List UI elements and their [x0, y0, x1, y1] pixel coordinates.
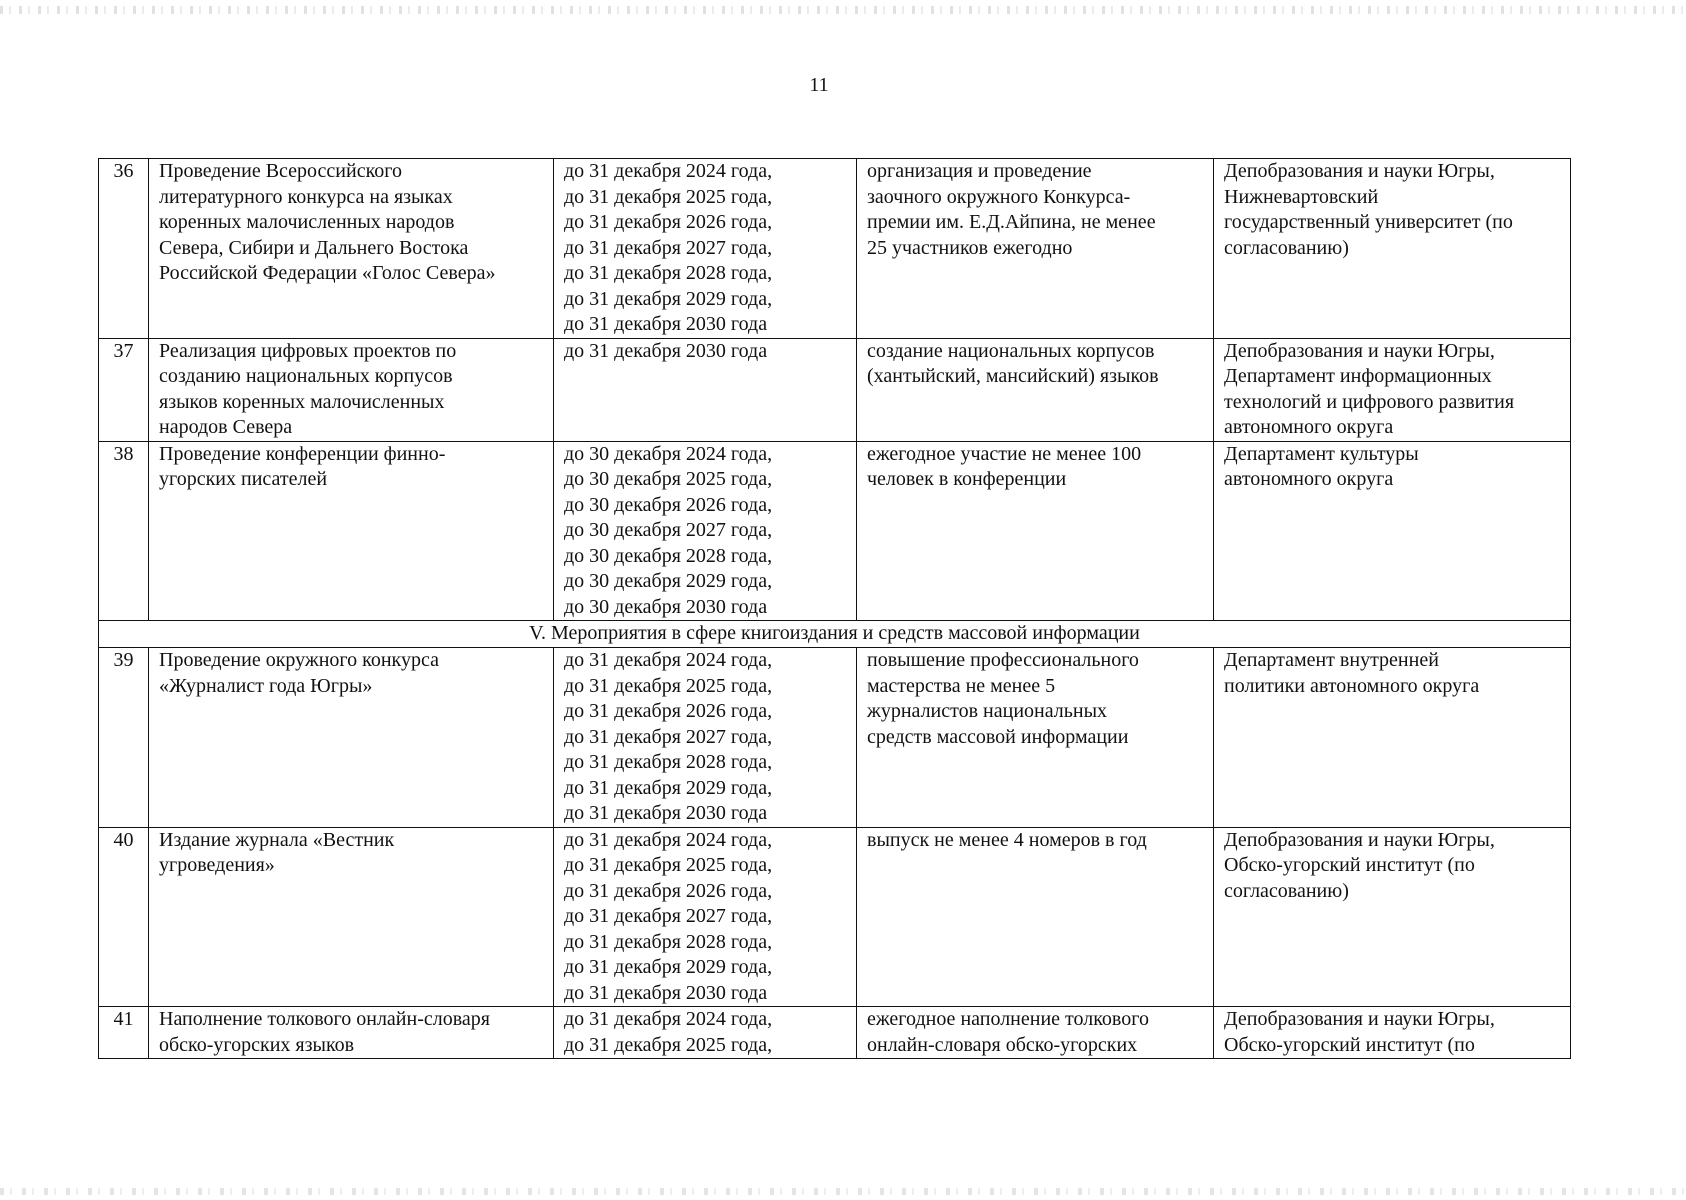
scan-edge-bottom: [0, 1188, 1686, 1195]
row-number: 41: [99, 1007, 149, 1059]
result-cell: выпуск не менее 4 номеров в год: [857, 827, 1214, 1007]
section-row: [99, 621, 1571, 648]
deadline-cell: до 31 декабря 2024 года, до 31 декабря 2025 года, до 31 декабря 2026 года, до 31 декабря 2027 года, до 31 декабря 2028 года, до 31 декабря 2029 года, до 31 декабря 2030 года: [554, 648, 857, 828]
responsible-cell: Депобразования и науки Югры, Нижневартовский государственный университет (по согласованию): [1214, 159, 1571, 339]
responsible-cell: Депобразования и науки Югры, Департамент информационных технологий и цифрового развития автономного округа: [1214, 338, 1571, 441]
event-cell: Проведение конференции финно- угорских писателей: [149, 441, 554, 621]
event-cell: Проведение окружного конкурса «Журналист года Югры»: [149, 648, 554, 828]
table-row: [99, 441, 1571, 621]
deadline-cell: до 31 декабря 2024 года, до 31 декабря 2025 года, до 31 декабря 2026 года, до 31 декабря 2027 года, до 31 декабря 2028 года, до 31 декабря 2029 года, до 31 декабря 2030 года: [554, 827, 857, 1007]
deadline-cell: до 31 декабря 2030 года: [554, 338, 857, 441]
row-number: 36: [99, 159, 149, 339]
table-row: [99, 827, 1571, 1007]
row-number: 39: [99, 648, 149, 828]
page-number: 11: [809, 74, 829, 96]
deadline-cell: до 30 декабря 2024 года, до 30 декабря 2025 года, до 30 декабря 2026 года, до 30 декабря 2027 года, до 30 декабря 2028 года, до 30 декабря 2029 года, до 30 декабря 2030 года: [554, 441, 857, 621]
scan-edge-top: [0, 6, 1686, 14]
event-cell: Наполнение толкового онлайн-словаря обско-угорских языков: [149, 1007, 554, 1059]
table-row: [99, 1007, 1571, 1059]
result-cell: повышение профессионального мастерства не менее 5 журналистов национальных средств массовой информации: [857, 648, 1214, 828]
responsible-cell: Депобразования и науки Югры, Обско-угорский институт (по: [1214, 1007, 1571, 1059]
result-cell: создание национальных корпусов (хантыйский, мансийский) языков: [857, 338, 1214, 441]
event-cell: Издание журнала «Вестник угроведения»: [149, 827, 554, 1007]
table-row: [99, 159, 1571, 339]
deadline-cell: до 31 декабря 2024 года, до 31 декабря 2025 года, до 31 декабря 2026 года, до 31 декабря 2027 года, до 31 декабря 2028 года, до 31 декабря 2029 года, до 31 декабря 2030 года: [554, 159, 857, 339]
section-heading: V. Мероприятия в сфере книгоиздания и средств массовой информации: [99, 621, 1571, 648]
row-number: 37: [99, 338, 149, 441]
event-cell: Проведение Всероссийского литературного конкурса на языках коренных малочисленных народов Севера, Сибири и Дальнего Востока Российской Федерации «Голос Севера»: [149, 159, 554, 339]
row-number: 40: [99, 827, 149, 1007]
plan-table: [98, 158, 1571, 1059]
deadline-cell: до 31 декабря 2024 года, до 31 декабря 2025 года,: [554, 1007, 857, 1059]
responsible-cell: Департамент культуры автономного округа: [1214, 441, 1571, 621]
table-row: [99, 338, 1571, 441]
result-cell: ежегодное участие не менее 100 человек в конференции: [857, 441, 1214, 621]
result-cell: организация и проведение заочного окружного Конкурса- премии им. Е.Д.Айпина, не менее 25 участников ежегодно: [857, 159, 1214, 339]
event-cell: Реализация цифровых проектов по созданию национальных корпусов языков коренных малочисленных народов Севера: [149, 338, 554, 441]
responsible-cell: Депобразования и науки Югры, Обско-угорский институт (по согласованию): [1214, 827, 1571, 1007]
table-row: [99, 648, 1571, 828]
responsible-cell: Департамент внутренней политики автономного округа: [1214, 648, 1571, 828]
result-cell: ежегодное наполнение толкового онлайн-словаря обско-угорских: [857, 1007, 1214, 1059]
row-number: 38: [99, 441, 149, 621]
